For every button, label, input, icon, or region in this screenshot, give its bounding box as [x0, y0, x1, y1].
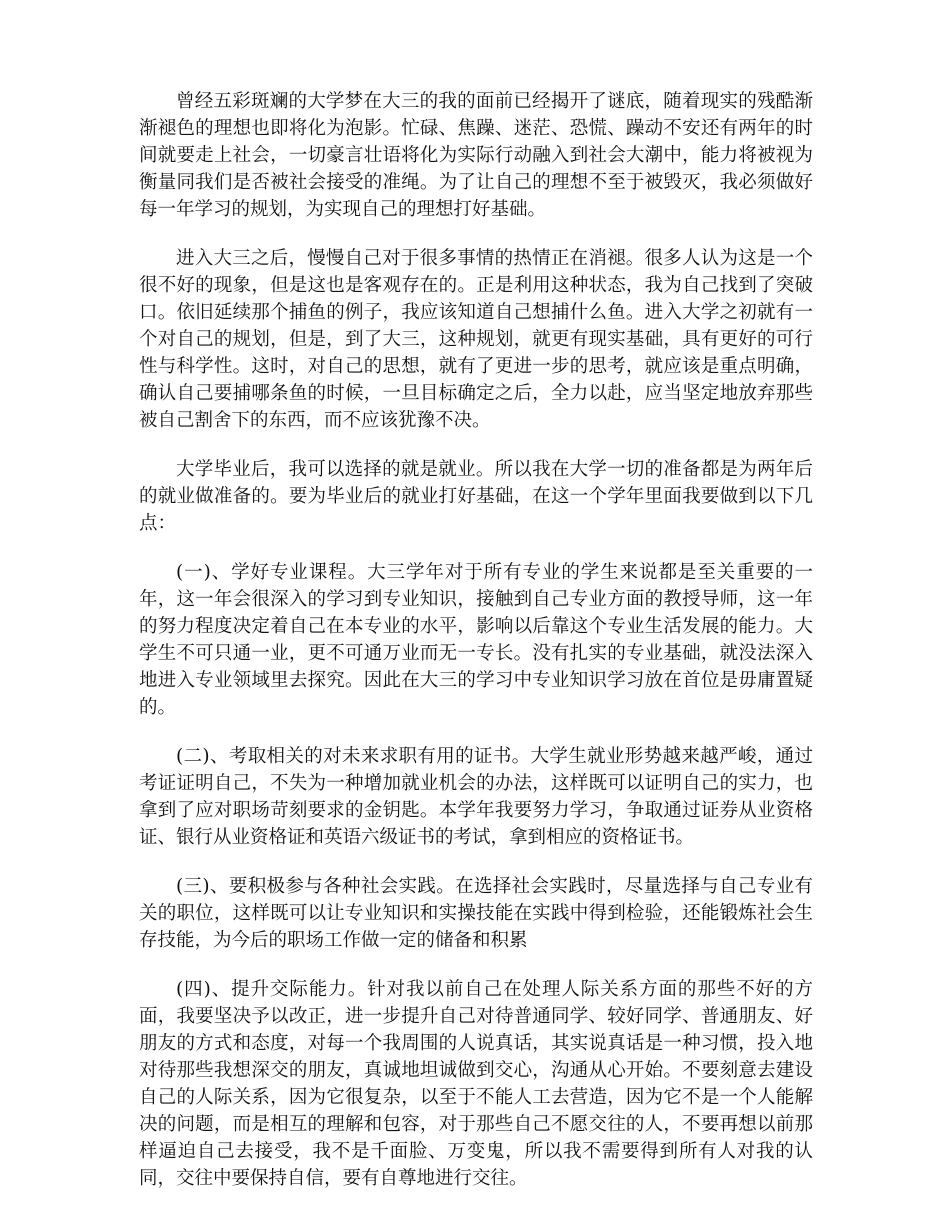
document-body	[139, 88, 813, 1214]
paragraph-point-3: (三)、要积极参与各种社会实践。在选择社会实践时，尽量选择与自己专业有关的职位，这样既可以让专业知识和实操技能在实践中得到检验，还能锻炼社会生存技能，为今后的职场工作做一定的储备和积累	[139, 876, 813, 951]
paragraph-intro: 曾经五彩斑斓的大学梦在大三的我的面前已经揭开了谜底，随着现实的残酷渐渐褪色的理想也即将化为泡影。忙碌、焦躁、迷茫、恐慌、躁动不安还有两年的时间就要走上社会，一切豪言壮语将化为实际行动融入到社会大潮中，能力将被视为衡量同我们是否被社会接受的准绳。为了让自己的理想不至于被毁灭，我必须做好每一年学习的规划，为实现自己的理想打好基础。	[139, 91, 813, 220]
paragraph-point-1: (一)、学好专业课程。大三学年对于所有专业的学生来说都是至关重要的一年，这一年会很深入的学习到专业知识，接触到自己专业方面的教授导师，这一年的努力程度决定着自己在本专业的水平，影响以后靠这个专业生活发展的能力。大学生不可只通一业，更不可通万业而无一专长。没有扎实的专业基础，就没法深入地进入专业领域里去探究。因此在大三的学习中专业知识学习放在首位是毋庸置疑的。	[139, 562, 813, 718]
paragraph-point-2: (二)、考取相关的对未来求职有用的证书。大学生就业形势越来越严峻，通过考证证明自己，不失为一种增加就业机会的办法，这样既可以证明自己的实力，也拿到了应对职场苛刻要求的金钥匙。本学年我要努力学习，争取通过证券从业资格证、银行从业资格证和英语六级证书的考试，拿到相应的资格证书。	[139, 746, 813, 848]
paragraph-employment: 大学毕业后，我可以选择的就是就业。所以我在大学一切的准备都是为两年后的就业做准备的。要为毕业后的就业打好基础，在这一个学年里面我要做到以下几点：	[139, 459, 813, 534]
paragraph-junior-year: 进入大三之后，慢慢自己对于很多事情的热情正在消褪。很多人认为这是一个很不好的现象，但是这也是客观存在的。正是利用这种状态，我为自己找到了突破口。依旧延续那个捕鱼的例子，我应该知道自己想捕什么鱼。进入大学之初就有一个对自己的规划，但是，到了大三，这种规划，就更有现实基础，具有更好的可行性与科学性。这时，对自己的思想，就有了更进一步的思考，就应该是重点明确，确认自己要捕哪条鱼的时候，一旦目标确定之后，全力以赴，应当坚定地放弃那些被自己割舍下的东西，而不应该犹豫不决。	[139, 248, 813, 431]
paragraph-point-4: (四)、提升交际能力。针对我以前自己在处理人际关系方面的那些不好的方面，我要坚决予以改正，进一步提升自己对待普通同学、较好同学、普通朋友、好朋友的方式和态度，对每一个我周围的人说真话，其实说真话是一种习惯，投入地对待那些我想深交的朋友，真诚地坦诚做到交心，沟通从心开始。不要刻意去建设自己的人际关系，因为它很复杂，以至于不能人工去营造，因为它不是一个人能解决的问题，而是相互的理解和包容，对于那些自己不愿交往的人，不要再想以前那样逼迫自己去接受，我不是千面脸、万变鬼，所以我不需要得到所有人对我的认同，交往中要保持自信，要有自尊地进行交往。	[139, 979, 813, 1189]
